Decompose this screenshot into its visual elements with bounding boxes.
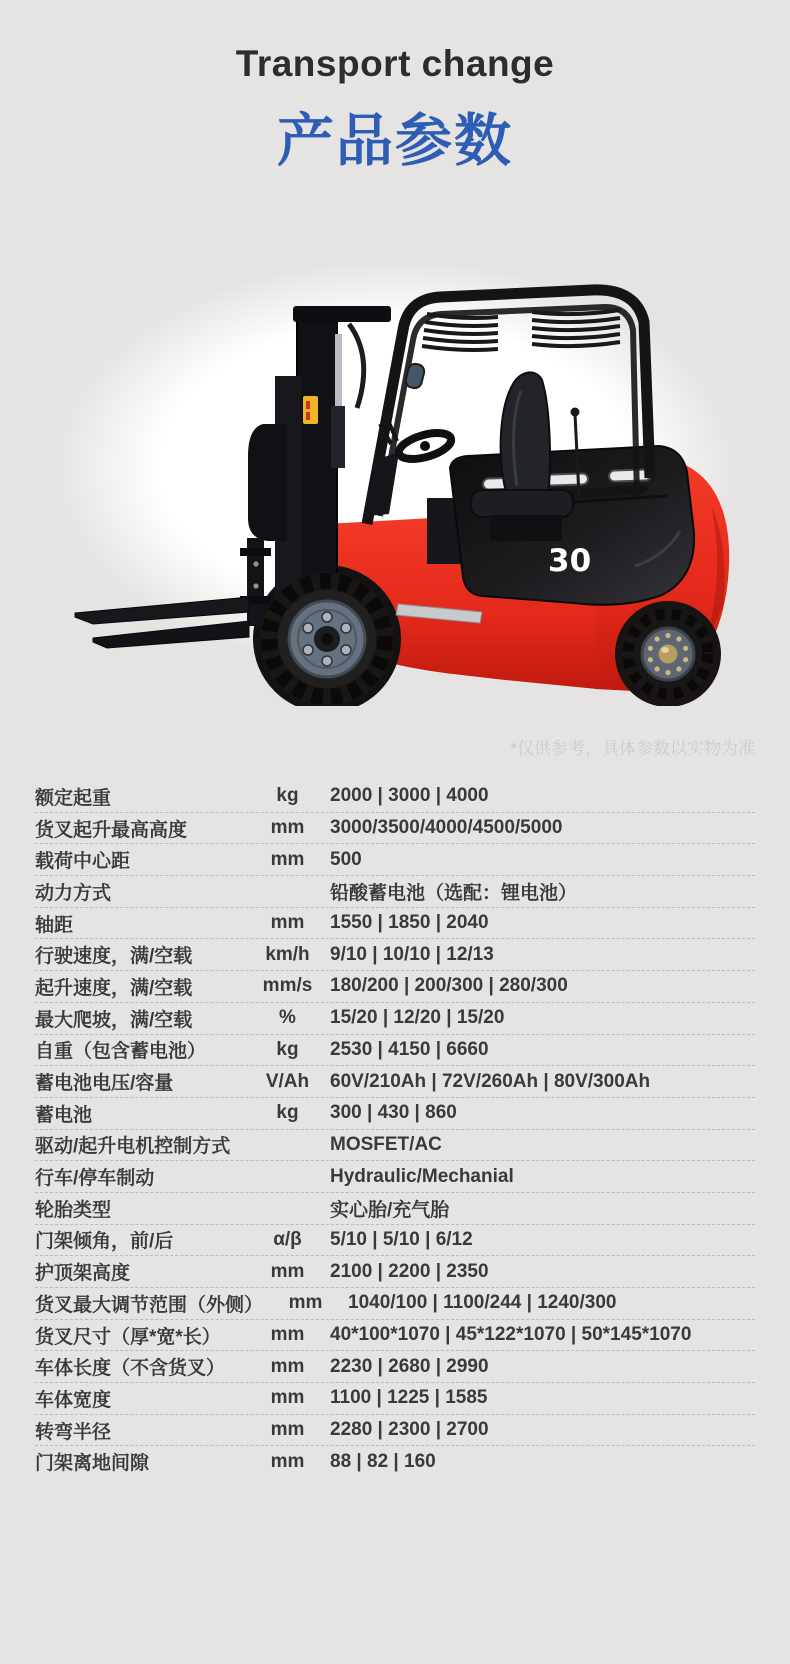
warning-sticker [303, 396, 318, 424]
carriage-plate [248, 424, 287, 541]
spec-label: 额定起重 [35, 787, 112, 809]
spec-unit: km/h [265, 943, 310, 965]
spec-row [35, 813, 755, 845]
spec-label: 行驶速度，满/空载 [35, 946, 193, 968]
forklift-illustration [35, 256, 755, 706]
spec-value: 5/10 | 5/10 | 6/12 [330, 1228, 473, 1250]
spec-value: 9/10 | 10/10 | 12/13 [330, 943, 494, 965]
spec-label: 护顶架高度 [35, 1263, 131, 1285]
spec-value: 2230 | 2680 | 2990 [330, 1355, 489, 1377]
spec-label: 载荷中心距 [35, 851, 131, 873]
spec-unit: mm [270, 1260, 305, 1282]
spec-value: Hydraulic/Mechanial [330, 1165, 514, 1187]
spec-value: 实心胎/充气胎 [330, 1199, 450, 1221]
spec-row [35, 939, 755, 971]
spec-row [35, 1035, 755, 1067]
mast-hose [349, 324, 364, 408]
spec-label: 轮胎类型 [35, 1199, 112, 1221]
front-wheel [260, 572, 394, 706]
spec-unit: mm [270, 1324, 305, 1346]
spec-value: 2100 | 2200 | 2350 [330, 1260, 489, 1282]
spec-label: 行车/停车制动 [35, 1168, 155, 1190]
spec-value: 88 | 82 | 160 [330, 1450, 436, 1472]
spec-label: 蓄电池 [35, 1104, 93, 1126]
spec-value: 1040/100 | 1100/244 | 1240/300 [348, 1292, 617, 1314]
spec-unit: mm [270, 848, 305, 870]
spec-unit: % [279, 1007, 296, 1029]
spec-label: 门架离地间隙 [35, 1453, 150, 1475]
spec-row [35, 1446, 755, 1477]
spec-unit: kg [276, 1038, 299, 1060]
spec-value: 500 [330, 848, 362, 870]
spec-unit: mm [270, 817, 305, 839]
spec-row [35, 876, 755, 908]
spec-value: 40*100*1070 | 45*122*1070 | 50*145*1070 [330, 1324, 692, 1346]
spec-value: 300 | 430 | 860 [330, 1102, 457, 1124]
spec-row [35, 844, 755, 876]
spec-row [35, 1351, 755, 1383]
spec-label: 驱动/起升电机控制方式 [35, 1136, 231, 1158]
spec-label: 起升速度，满/空载 [35, 977, 193, 999]
spec-unit: kg [276, 1102, 299, 1124]
spec-unit: mm [270, 912, 305, 934]
spec-row [35, 1256, 755, 1288]
spec-label: 车体宽度 [35, 1389, 112, 1411]
forklift-body-panel [450, 446, 694, 605]
rear-wheel [622, 608, 714, 700]
spec-label: 自重（包含蓄电池） [35, 1041, 207, 1063]
spec-unit: V/Ah [265, 1070, 310, 1092]
spec-value: 2530 | 4150 | 6660 [330, 1038, 489, 1060]
spec-label: 蓄电池电压/容量 [35, 1073, 174, 1095]
spec-label: 货叉起升最高高度 [35, 819, 188, 841]
spec-value: MOSFET/AC [330, 1133, 442, 1155]
brand-title: Transport change [235, 43, 555, 84]
spec-row [35, 1161, 755, 1193]
spec-unit: mm [270, 1355, 305, 1377]
spec-label: 货叉最大调节范围（外侧） [35, 1294, 264, 1316]
spec-unit: mm [270, 1387, 305, 1409]
spec-row [35, 1130, 755, 1162]
model-badge: 30 [548, 543, 592, 579]
spec-table [35, 781, 755, 1477]
spec-label: 动力方式 [35, 882, 112, 904]
spec-unit: mm [288, 1292, 323, 1314]
spec-row [35, 1193, 755, 1225]
spec-label: 转弯半径 [35, 1421, 112, 1443]
spec-row [35, 1415, 755, 1447]
spec-row [35, 971, 755, 1003]
spec-label: 车体长度（不含货叉） [35, 1358, 226, 1380]
spec-unit: mm/s [262, 975, 313, 997]
product-photo [0, 206, 790, 706]
spec-row [35, 1003, 755, 1035]
spec-value: 铅酸蓄电池（选配：锂电池） [330, 882, 578, 904]
spec-unit: kg [276, 785, 299, 807]
spec-row [35, 1066, 755, 1098]
spec-value: 2000 | 3000 | 4000 [330, 785, 489, 807]
spec-value: 2280 | 2300 | 2700 [330, 1419, 489, 1441]
spec-row [35, 1288, 755, 1320]
spec-value: 3000/3500/4000/4500/5000 [330, 817, 563, 839]
spec-label: 轴距 [35, 914, 74, 936]
spec-row [35, 908, 755, 940]
section-title: 产品参数 [277, 109, 513, 173]
spec-unit: mm [270, 1419, 305, 1441]
spec-label: 最大爬坡，满/空载 [35, 1009, 193, 1031]
spec-row [35, 1225, 755, 1257]
disclaimer-note: *仅供参考，具体参数以实物为准 [510, 739, 755, 758]
spec-row [35, 1320, 755, 1352]
spec-label: 货叉尺寸（厚*宽*长） [35, 1326, 221, 1348]
spec-value: 15/20 | 12/20 | 15/20 [330, 1007, 505, 1029]
spec-row [35, 1383, 755, 1415]
spec-value: 1550 | 1850 | 2040 [330, 912, 489, 934]
spec-value: 1100 | 1225 | 1585 [330, 1387, 488, 1409]
forklift-forks [75, 597, 249, 648]
spec-value: 60V/210Ah | 72V/260Ah | 80V/300Ah [330, 1070, 651, 1092]
spec-row [35, 1098, 755, 1130]
spec-label: 门架倾角，前/后 [35, 1231, 174, 1253]
spec-unit: mm [270, 1450, 305, 1472]
spec-value: 180/200 | 200/300 | 280/300 [330, 975, 568, 997]
spec-row [35, 781, 755, 813]
spec-unit: α/β [273, 1228, 302, 1250]
